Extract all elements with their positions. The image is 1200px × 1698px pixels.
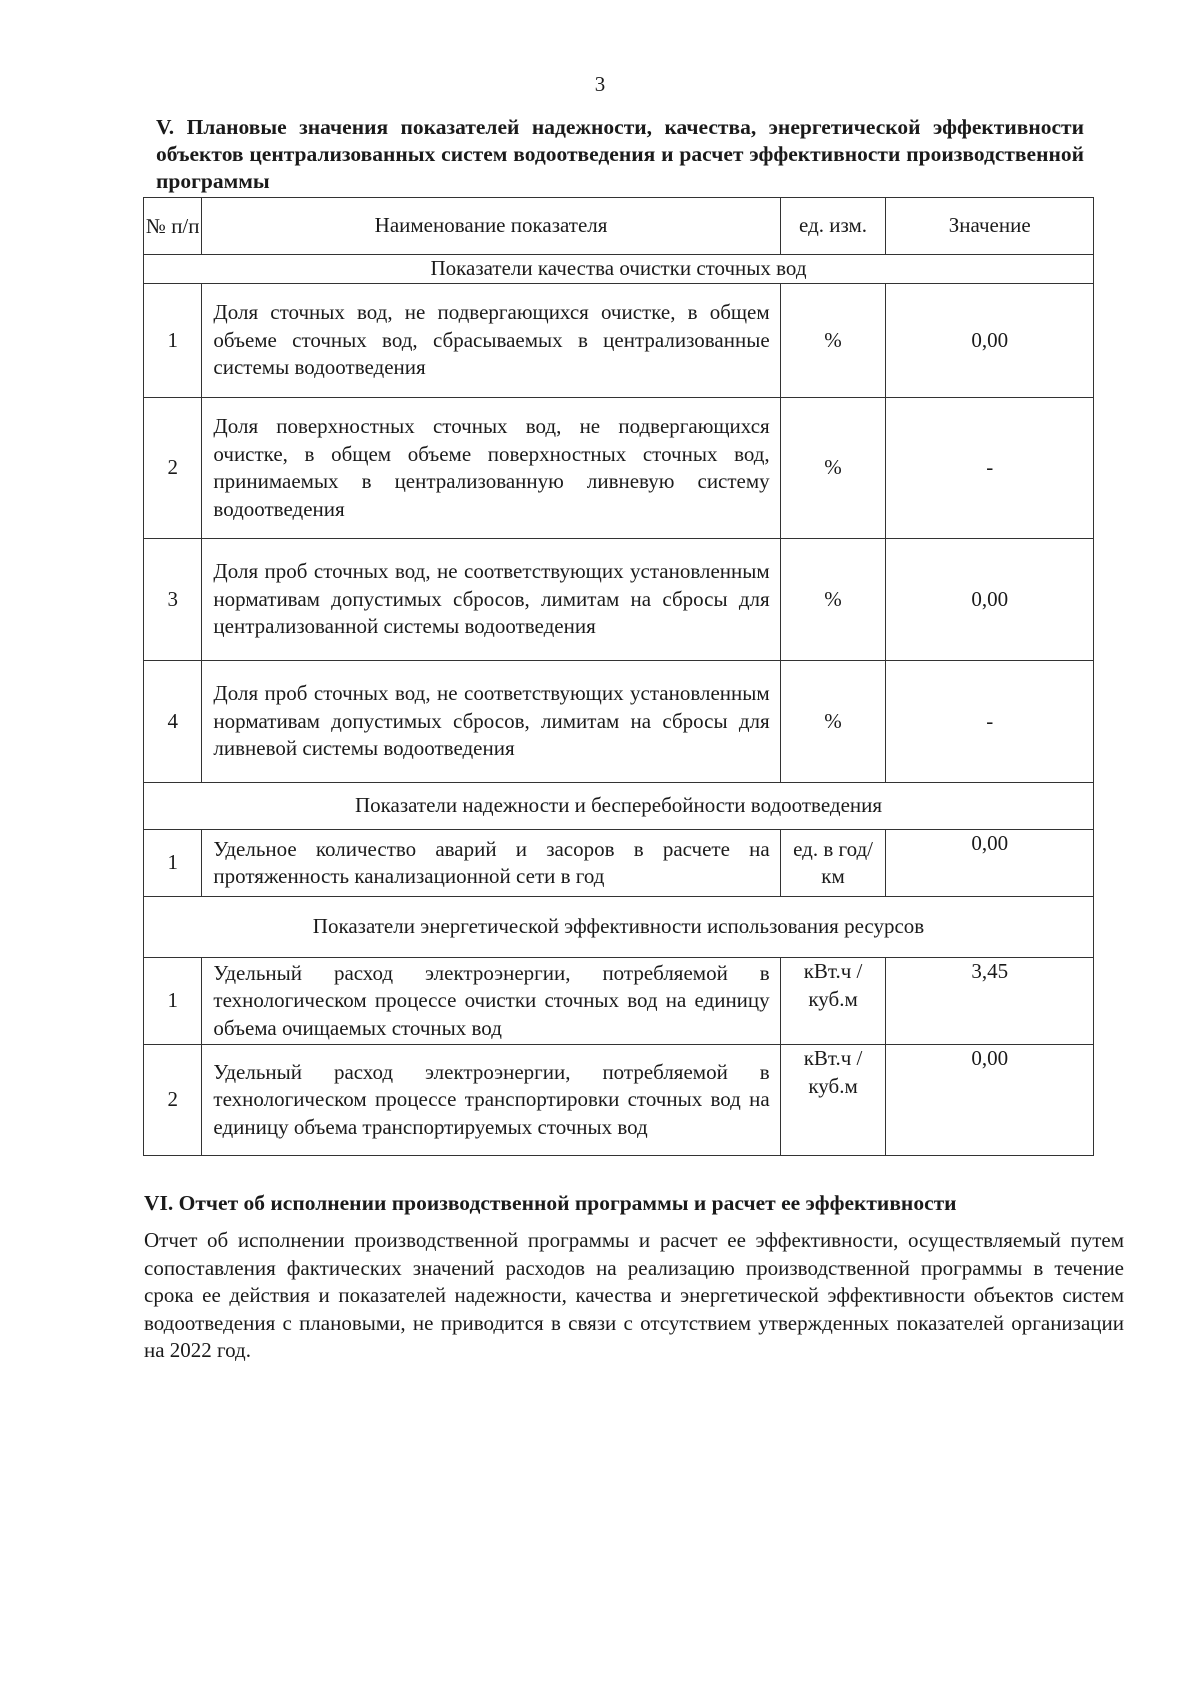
table-row (144, 661, 1094, 783)
row-num: 1 (144, 284, 202, 398)
table-header-row (144, 198, 1094, 255)
row-name: Доля проб сточных вод, не соответствующих установленным нормативам допустимых сбросов, лимитам на сбросы для ливневой системы водоотведения (202, 661, 780, 783)
row-unit: ед. в год/ км (780, 830, 886, 897)
section-6-title: VI. Отчет об исполнении производственной программы и расчет ее эффективности (144, 1191, 957, 1215)
row-unit: кВт.ч / куб.м (780, 958, 886, 1045)
table-row (144, 958, 1094, 1045)
table-row (144, 539, 1094, 661)
table-row (144, 1045, 1094, 1156)
row-name: Удельное количество аварий и засоров в расчете на протяженность канализационной сети в год (202, 830, 780, 897)
row-value: - (886, 661, 1094, 783)
row-unit: кВт.ч / куб.м (780, 1045, 886, 1156)
header-value: Значение (886, 198, 1094, 255)
group-row-energy (144, 897, 1094, 958)
report-paragraph: Отчет об исполнении производственной программы и расчет ее эффективности, осуществляемый путем сопоставления фактических значений расходов на реализацию производственной программы в течение срока ее действия и показателей надежности, качества и энергетической эффективности объектов систем водоотведения с плановыми, не приводится в связи с отсутствием утвержденных показателей организации на 2022 год. (144, 1228, 1124, 1362)
table-row (144, 398, 1094, 539)
row-name: Доля проб сточных вод, не соответствующих установленным нормативам допустимых сбросов, лимитам на сбросы для централизованной системы водоотведения (202, 539, 780, 661)
row-unit: % (780, 539, 886, 661)
row-unit: % (780, 661, 886, 783)
indicators-table (143, 197, 1094, 1156)
group-row-quality (144, 255, 1094, 284)
row-value: 0,00 (886, 284, 1094, 398)
row-num: 2 (144, 1045, 202, 1156)
row-name: Удельный расход электроэнергии, потребляемой в технологическом процессе очистки сточных вод на единицу объема очищаемых сточных вод (202, 958, 780, 1045)
row-value: 3,45 (886, 958, 1094, 1045)
row-name: Удельный расход электроэнергии, потребляемой в технологическом процессе транспортировки сточных вод на единицу объема транспортируемых сточных вод (202, 1045, 780, 1156)
row-num: 3 (144, 539, 202, 661)
header-unit: ед. изм. (780, 198, 886, 255)
row-unit: % (780, 398, 886, 539)
row-num: 4 (144, 661, 202, 783)
group-title: Показатели надежности и бесперебойности водоотведения (144, 783, 1094, 830)
row-num: 1 (144, 958, 202, 1045)
row-value: 0,00 (886, 830, 1094, 897)
group-title: Показатели качества очистки сточных вод (144, 255, 1094, 284)
section-5-title: V. Плановые значения показателей надежности, качества, энергетической эффективности объектов централизованных систем водоотведения и расчет эффективности производственной программы (156, 115, 1084, 193)
header-name: Наименование показателя (202, 198, 780, 255)
table-row (144, 830, 1094, 897)
row-name: Доля поверхностных сточных вод, не подвергающихся очистке, в общем объеме поверхностных сточных вод, принимаемых в централизованную ливневую систему водоотведения (202, 398, 780, 539)
header-num: № п/п (144, 198, 202, 255)
table-row (144, 284, 1094, 398)
row-unit: % (780, 284, 886, 398)
row-value: - (886, 398, 1094, 539)
row-num: 2 (144, 398, 202, 539)
row-value: 0,00 (886, 1045, 1094, 1156)
group-row-reliability (144, 783, 1094, 830)
group-title: Показатели энергетической эффективности использования ресурсов (144, 897, 1094, 958)
page-number: 3 (594, 72, 606, 96)
row-name: Доля сточных вод, не подвергающихся очистке, в общем объеме сточных вод, сбрасываемых в централизованные системы водоотведения (202, 284, 780, 398)
row-value: 0,00 (886, 539, 1094, 661)
row-num: 1 (144, 830, 202, 897)
